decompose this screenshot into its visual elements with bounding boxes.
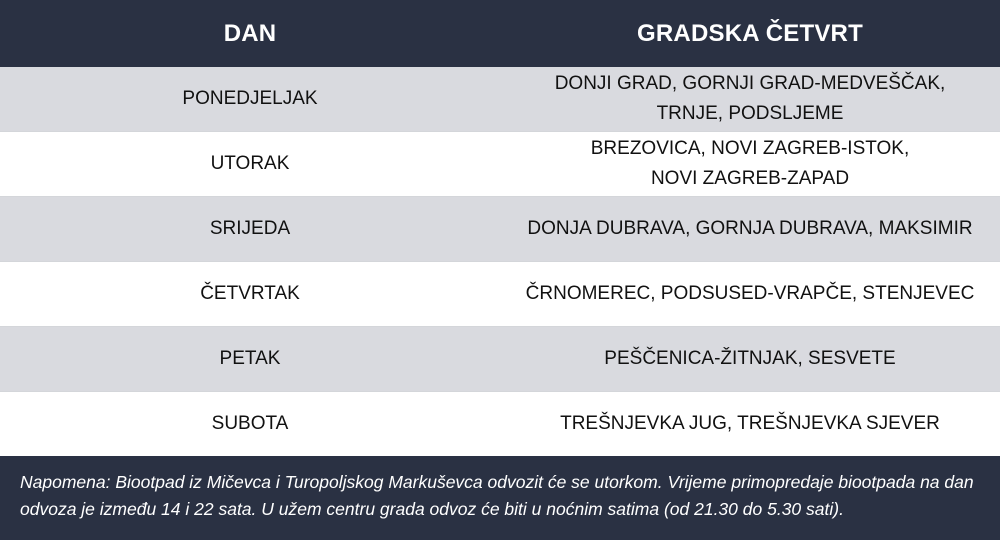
row-area-line: PEŠČENICA-ŽITNJAK, SESVETE <box>604 348 896 369</box>
footnote: Napomena: Biootpad iz Mičevca i Turopoljskog Markuševca odvozit će se utorkom. Vrijeme primopredaje biootpada na dan odvoza je između 14 i 22 sata. U užem centru grada odvoz će biti u noćnim satima (od 21.30 do 5.30 sati). <box>0 456 1000 540</box>
row-area <box>500 409 1000 439</box>
row-area-line: NOVI ZAGREB-ZAPAD <box>650 168 850 189</box>
row-area <box>500 134 1000 194</box>
row-day: PONEDJELJAK <box>182 88 318 109</box>
table-row <box>0 132 1000 197</box>
row-day: SRIJEDA <box>209 218 291 239</box>
table-row <box>0 392 1000 457</box>
table-row <box>0 327 1000 392</box>
row-area-line: DONJI GRAD, GORNJI GRAD-MEDVEŠČAK, <box>554 73 946 94</box>
row-day: PETAK <box>219 348 281 369</box>
row-area-line: DONJA DUBRAVA, GORNJA DUBRAVA, MAKSIMIR <box>527 218 973 239</box>
table-row <box>0 197 1000 262</box>
row-area-line: TRNJE, PODSLJEME <box>656 103 844 124</box>
row-area <box>500 214 1000 244</box>
row-day: ČETVRTAK <box>200 283 300 304</box>
header-area: GRADSKA ČETVRT <box>637 19 863 47</box>
row-area-line: TREŠNJEVKA JUG, TREŠNJEVKA SJEVER <box>560 413 940 434</box>
table-row <box>0 67 1000 132</box>
row-area <box>500 344 1000 374</box>
header-day: DAN <box>223 19 277 47</box>
table-header <box>0 0 1000 67</box>
row-day: SUBOTA <box>211 413 289 434</box>
row-area <box>500 69 1000 129</box>
row-day: UTORAK <box>210 153 290 174</box>
row-area-line: BREZOVICA, NOVI ZAGREB-ISTOK, <box>590 138 910 159</box>
row-area <box>500 279 1000 309</box>
table-row <box>0 262 1000 327</box>
table-body <box>0 67 1000 457</box>
row-area-line: ČRNOMEREC, PODSUSED-VRAPČE, STENJEVEC <box>525 283 975 304</box>
